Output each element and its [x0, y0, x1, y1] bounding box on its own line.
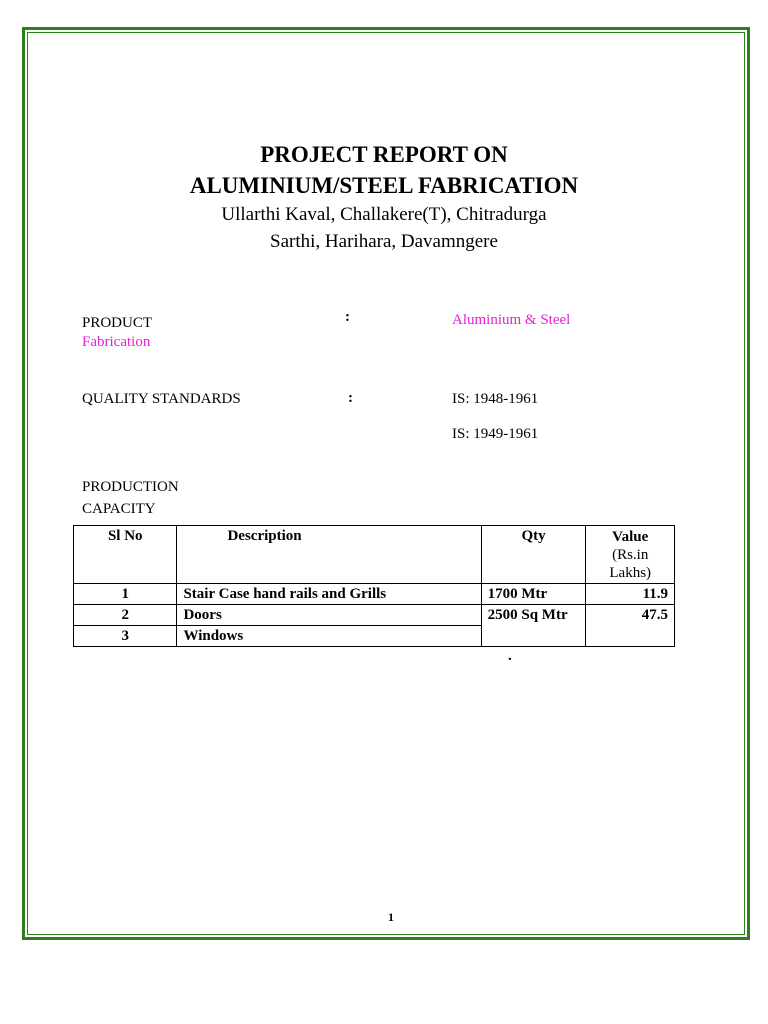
row-description: Windows	[177, 626, 481, 647]
table-row	[74, 584, 675, 605]
row-description: Stair Case hand rails and Grills	[177, 584, 481, 605]
quality-label: QUALITY STANDARDS	[82, 391, 241, 407]
page-number: 1	[388, 910, 394, 924]
row-value: 11.9	[586, 584, 675, 605]
location-line2: Sarthi, Harihara, Davamngere	[270, 231, 498, 252]
header-qty: Qty	[481, 526, 586, 584]
capacity-label-line1: PRODUCTION	[82, 479, 179, 495]
capacity-table	[73, 525, 675, 647]
capacity-label-line2: CAPACITY	[82, 501, 156, 517]
location-line1: Ullarthi Kaval, Challakere(T), Chitradurga	[221, 204, 547, 225]
report-title-line1: PROJECT REPORT ON	[260, 142, 508, 167]
header-value	[586, 526, 675, 584]
row-sl: 1	[74, 584, 177, 605]
quality-standard-2: IS: 1949-1961	[452, 426, 539, 442]
header-sl: Sl No	[74, 526, 177, 584]
header-description: Description	[177, 526, 481, 584]
row-sl: 2	[74, 605, 177, 626]
row-value: 47.5	[586, 605, 675, 647]
header-value-sub1: (Rs.in	[612, 547, 649, 563]
table-row	[74, 605, 675, 626]
quality-standard-1: IS: 1948-1961	[452, 391, 539, 407]
product-value-part1: Aluminium & Steel	[452, 312, 571, 328]
row-sl: 3	[74, 626, 177, 647]
product-value-part2: Fabrication	[82, 334, 151, 350]
report-title-line2: ALUMINIUM/STEEL FABRICATION	[189, 173, 579, 198]
table-header-row	[74, 526, 675, 584]
row-qty: 1700 Mtr	[481, 584, 586, 605]
row-description: Doors	[177, 605, 481, 626]
header-value-sub2: Lakhs)	[609, 565, 652, 581]
product-label: PRODUCT	[82, 315, 153, 331]
row-qty: 2500 Sq Mtr	[481, 605, 586, 647]
header-value-main: Value	[612, 529, 649, 545]
stray-dot: .	[508, 648, 512, 664]
quality-colon: :	[348, 390, 353, 406]
product-colon: :	[345, 309, 350, 325]
